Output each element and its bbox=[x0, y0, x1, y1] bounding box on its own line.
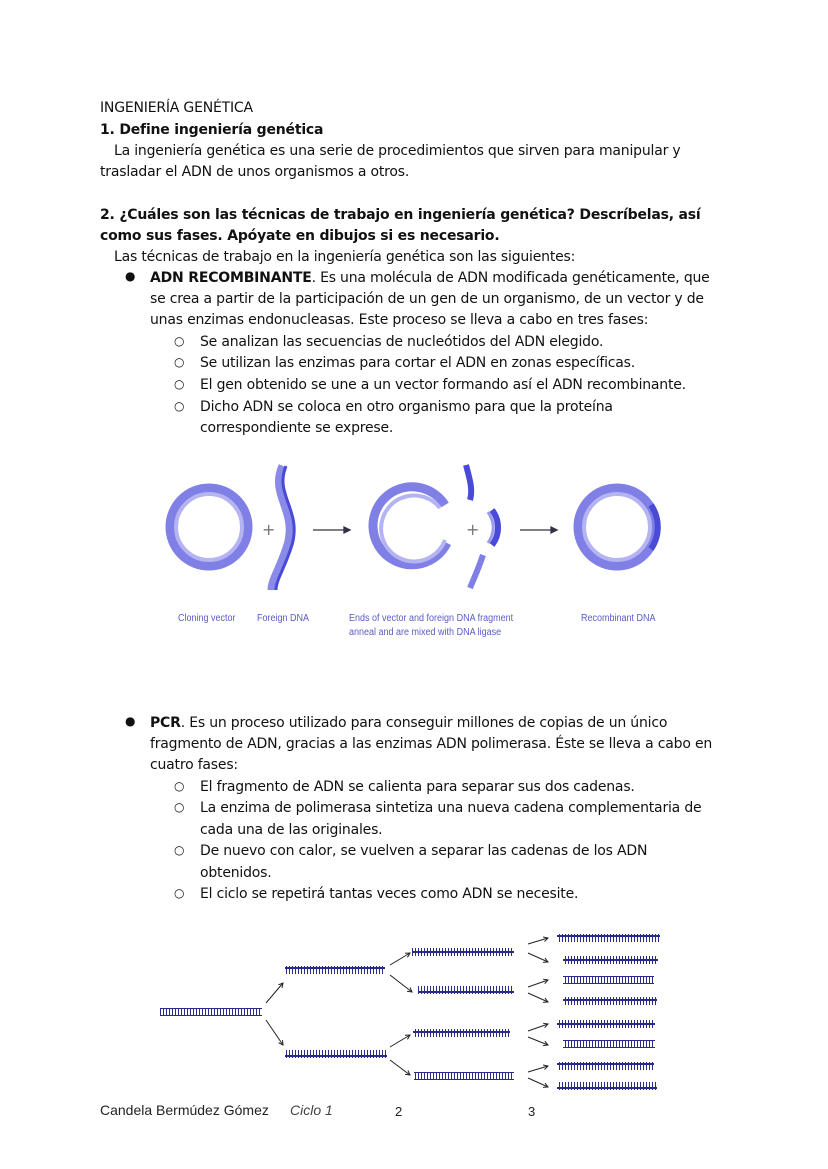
arrow-icon bbox=[390, 1035, 410, 1047]
dna-strand bbox=[563, 956, 658, 964]
adn-paragraph-text: . Es una molécula de ADN modificada genéticamente, que bbox=[311, 270, 710, 286]
step-line: correspondiente se exprese. bbox=[200, 420, 394, 436]
question-1: 1. Define ingeniería genética bbox=[100, 122, 324, 138]
dna-strand bbox=[557, 1020, 655, 1028]
pcr-paragraph-line bbox=[150, 713, 667, 733]
circle-bullet-icon: ○ bbox=[174, 779, 185, 793]
question-2-line: 2. ¿Cuáles son las técnicas de trabajo en ingeniería genética? Descríbelas, así bbox=[100, 207, 701, 223]
label-ends-line: Ends of vector and foreign DNA fragment bbox=[349, 613, 514, 624]
step-line: El gen obtenido se une a un vector formando así el ADN recombinante. bbox=[200, 377, 686, 393]
arrow-icon bbox=[528, 1023, 548, 1031]
arrow-icon bbox=[266, 1020, 283, 1045]
dna-strand bbox=[557, 1062, 654, 1070]
step-line: De nuevo con calor, se vuelven a separar las cadenas de los ADN bbox=[200, 843, 648, 859]
arrow-icon bbox=[266, 983, 283, 1003]
cloning-vector-plasmid bbox=[170, 488, 248, 566]
step-line: obtenidos. bbox=[200, 865, 272, 881]
adn-paragraph-line: se crea a partir de la participación de un gen de un organismo, de un vector y de bbox=[150, 291, 704, 307]
arrow-icon bbox=[528, 1065, 548, 1072]
bullet-icon: ● bbox=[125, 269, 136, 283]
dna-strand bbox=[413, 1029, 510, 1037]
pcr-cycles-diagram bbox=[0, 925, 828, 1105]
adn-paragraph-line: unas enzimas endonucleasas. Este proceso se lleva a cabo en tres fases: bbox=[150, 312, 649, 328]
step-line: Se utilizan las enzimas para cortar el ADN en zonas específicas. bbox=[200, 355, 635, 371]
question-2-line: como sus fases. Apóyate en dibujos si es necesario. bbox=[100, 228, 500, 244]
dna-strand bbox=[285, 966, 385, 974]
dna-strand bbox=[557, 1082, 657, 1090]
label-foreign-dna: Foreign DNA bbox=[257, 613, 310, 624]
bullet-icon: ● bbox=[125, 714, 136, 728]
arrow-icon bbox=[390, 975, 412, 992]
pcr-paragraph-line: cuatro fases: bbox=[150, 757, 238, 773]
dna-strand bbox=[563, 997, 657, 1005]
arrow-icon bbox=[313, 527, 350, 533]
circle-bullet-icon: ○ bbox=[174, 886, 185, 900]
circle-bullet-icon: ○ bbox=[174, 843, 185, 857]
cycle-label: 2 bbox=[395, 1104, 403, 1119]
dna-strand bbox=[285, 1050, 387, 1058]
plus-sign: + bbox=[466, 520, 480, 539]
arrow-icon bbox=[528, 1078, 548, 1087]
circle-bullet-icon: ○ bbox=[174, 399, 185, 413]
adn-term: ADN RECOMBINANTE bbox=[150, 270, 312, 286]
circle-bullet-icon: ○ bbox=[174, 334, 185, 348]
dna-strand bbox=[414, 1072, 514, 1080]
cycle-label: 3 bbox=[528, 1104, 536, 1119]
dna-strand bbox=[418, 986, 514, 994]
arrow-icon bbox=[390, 1060, 410, 1075]
adn-paragraph-line bbox=[150, 268, 710, 288]
circle-bullet-icon: ○ bbox=[174, 377, 185, 391]
arrow-icon bbox=[528, 953, 548, 962]
label-recombinant-dna: Recombinant DNA bbox=[581, 613, 656, 624]
step-line: Se analizan las secuencias de nucleótidos del ADN elegido. bbox=[200, 334, 604, 350]
recombinant-plasmid bbox=[578, 488, 658, 566]
dna-strand bbox=[563, 976, 654, 984]
cut-vector bbox=[373, 487, 447, 565]
step-line: El fragmento de ADN se calienta para separar sus dos cadenas. bbox=[200, 779, 635, 795]
pcr-paragraph-text: . Es un proceso utilizado para conseguir millones de copias de un único bbox=[180, 715, 668, 731]
circle-bullet-icon: ○ bbox=[174, 800, 185, 814]
dna-strand bbox=[557, 934, 660, 942]
label-ends-line: anneal and are mixed with DNA ligase bbox=[349, 627, 502, 638]
footer-author: Candela Bermúdez Gómez bbox=[100, 1102, 269, 1118]
dna-strand bbox=[412, 948, 514, 956]
cycle-label: Ciclo 1 bbox=[290, 1102, 333, 1118]
document-title: INGENIERÍA GENÉTICA bbox=[100, 100, 253, 116]
pcr-paragraph-line: fragmento de ADN, gracias a las enzimas ADN polimerasa. Éste se lleva a cabo en bbox=[150, 736, 713, 752]
dna-strand bbox=[160, 1008, 262, 1016]
arrow-icon bbox=[528, 993, 548, 1002]
arrow-icon bbox=[528, 979, 548, 987]
answer-1-line: trasladar el ADN de unos organismos a otros. bbox=[100, 164, 410, 180]
label-cloning-vector: Cloning vector bbox=[178, 613, 236, 624]
circle-bullet-icon: ○ bbox=[174, 355, 185, 369]
arrow-icon bbox=[528, 937, 548, 944]
answer-1-line: La ingeniería genética es una serie de procedimientos que sirven para manipular y bbox=[114, 143, 681, 159]
step-line: El ciclo se repetirá tantas veces como ADN se necesite. bbox=[200, 886, 579, 902]
step-line: cada una de las originales. bbox=[200, 822, 383, 838]
dna-strand bbox=[563, 1040, 655, 1048]
pcr-term: PCR bbox=[150, 715, 181, 731]
step-line: La enzima de polimerasa sintetiza una nueva cadena complementaria de bbox=[200, 800, 702, 816]
step-line: Dicho ADN se coloca en otro organismo para que la proteína bbox=[200, 399, 613, 415]
answer-2-intro: Las técnicas de trabajo en la ingeniería genética son las siguientes: bbox=[114, 249, 576, 265]
arrow-icon bbox=[520, 527, 557, 533]
arrow-icon bbox=[390, 953, 410, 965]
plus-sign: + bbox=[262, 520, 276, 539]
arrow-icon bbox=[528, 1037, 548, 1046]
